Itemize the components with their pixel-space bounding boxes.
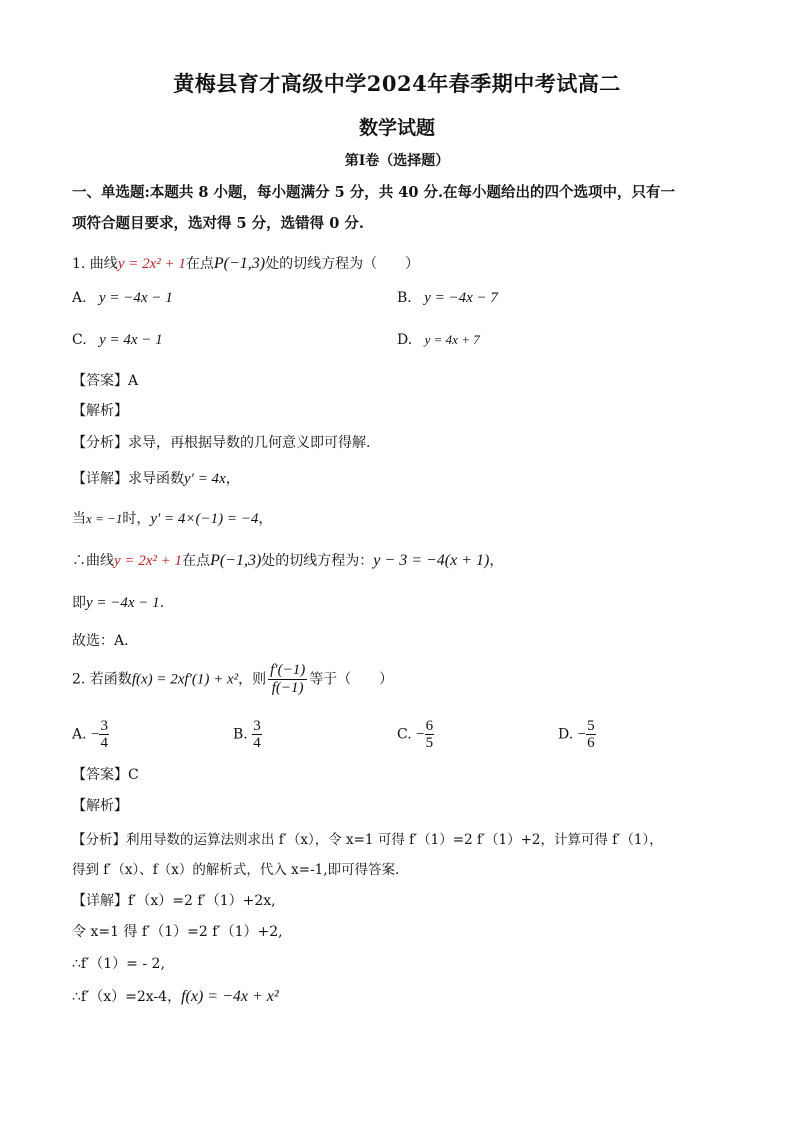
q1-line2-end: ， — [258, 511, 273, 527]
q2-stem-mid: ，则 — [238, 671, 267, 688]
page-subtitle: 数学试题 — [358, 117, 435, 139]
q2-option-d-frac — [586, 718, 596, 751]
q1-line2-math: y′ = 4×(−1) = −4 — [150, 511, 259, 527]
q1-detail-label: 【详解】 — [72, 471, 128, 487]
q1-line3-mid: 在点 — [182, 553, 211, 569]
q1-detail-1-math: y′ = 4x — [184, 471, 226, 487]
q2-stem-post: 等于（ ） — [309, 671, 394, 688]
q1-line3-end: ， — [489, 553, 504, 569]
q2-option-c — [397, 718, 434, 751]
q1-detail-1 — [72, 468, 240, 488]
q2-option-d-num: 5 — [587, 718, 595, 734]
q1-stem-mid: 在点 — [185, 256, 214, 272]
q1-option-c-label: C. — [72, 332, 87, 348]
q2-answer-label: 【答案】 — [72, 767, 128, 783]
q1-option-b — [397, 290, 498, 307]
q2-option-c-label: C. — [397, 726, 412, 743]
q2-analysis-heading: 【解析】 — [72, 798, 128, 814]
q1-fenxi-label: 【分析】 — [72, 435, 128, 451]
q1-stem-pre: 1. 曲线 — [72, 256, 118, 272]
q1-option-d-label: D. — [397, 332, 413, 348]
q2-option-d-sign: − — [577, 726, 587, 743]
q2-detail-3: ∴f′（1）= - 2, — [72, 956, 165, 972]
q1-option-b-value: y = −4x − 7 — [424, 290, 498, 306]
q1-line3-pre: ∴曲线 — [72, 553, 114, 569]
q1-option-d — [397, 332, 480, 348]
q2-fenxi-1 — [72, 828, 663, 848]
q1-line3-math: y − 3 = −4(x + 1) — [373, 552, 490, 569]
q2-option-b-label: B. — [233, 726, 248, 743]
q2-option-c-frac — [425, 718, 435, 751]
q2-option-c-num: 6 — [425, 718, 434, 734]
q2-fenxi-label: 【分析】 — [72, 832, 126, 848]
q2-detail-2: 令 x=1 得 f′（1）=2 f′（1）+2, — [72, 924, 283, 940]
q2-option-a-label: A. — [72, 726, 87, 743]
q1-answer-label: 【答案】 — [72, 373, 128, 389]
volume-heading: 第I卷（选择题） — [344, 153, 450, 169]
q2-option-a-frac — [99, 718, 109, 751]
q1-line2-cond: x = −1 — [86, 511, 123, 526]
q2-fenxi-1-text: 利用导数的运算法则求出 f′（x），令 x=1 可得 f′（1）=2 f′（1）+2，计算可得 f′（1）， — [126, 832, 663, 848]
q2-answer-value: C — [128, 767, 139, 783]
q1-detail-1-end: ， — [225, 471, 240, 487]
q1-detail-4 — [72, 592, 164, 612]
q1-line2-mid: 时， — [122, 511, 151, 527]
q1-option-a-label: A. — [72, 290, 87, 306]
q2-option-b-num: 3 — [253, 718, 261, 734]
question-1-stem — [72, 253, 419, 273]
q2-option-a-den: 4 — [100, 735, 108, 751]
q1-detail-3 — [72, 550, 503, 570]
q2-option-d-den: 6 — [587, 735, 595, 751]
q1-point: P(−1,3) — [213, 255, 266, 272]
q1-line3-curve: y = 2x² + 1 — [114, 553, 183, 569]
q2-option-d — [558, 718, 596, 751]
q2-fraction-den: f(−1) — [271, 680, 304, 696]
q1-line4-math: y = −4x − 1 — [86, 595, 160, 611]
q2-fraction — [268, 662, 307, 697]
q2-stem-pre: 2. 若函数 — [72, 671, 132, 688]
q2-detail-4-pre: ∴f′（x）=2x-4， — [72, 989, 182, 1005]
q2-option-b — [233, 718, 262, 751]
q1-line4-pre: 即 — [72, 595, 86, 611]
q1-answer — [72, 370, 138, 390]
q2-option-a-sign: − — [91, 726, 100, 743]
q1-option-b-label: B. — [397, 290, 412, 306]
q1-option-c — [72, 332, 163, 349]
q1-choose: 故选：A. — [72, 633, 129, 649]
q1-line3-mid2: 处的切线方程为： — [261, 553, 374, 569]
q2-option-c-sign: − — [416, 726, 425, 743]
q2-detail-1-text: f′（x）=2 f′（1）+2x, — [128, 893, 276, 909]
q1-answer-value: A — [128, 373, 139, 389]
q2-option-a — [72, 718, 109, 751]
q2-fenxi-2: 得到 f′（x）、f（x）的解析式，代入 x=-1,即可得答案. — [72, 862, 400, 878]
q1-option-a-value: y = −4x − 1 — [99, 290, 173, 306]
q1-option-a — [72, 290, 173, 307]
question-2-stem — [72, 662, 393, 697]
q2-option-b-frac — [252, 718, 262, 751]
q1-detail-1-text: 求导函数 — [128, 471, 184, 487]
q1-fenxi-text: 求导，再根据导数的几何意义即可得解. — [128, 435, 371, 451]
q2-detail-4-math: f(x) = −4x + x² — [181, 988, 279, 1005]
q1-curve: y = 2x² + 1 — [117, 256, 186, 272]
q2-option-c-den: 5 — [425, 735, 434, 751]
q1-line4-end: . — [159, 595, 165, 611]
q2-option-a-num: 3 — [100, 718, 108, 734]
q1-fenxi — [72, 432, 370, 452]
q2-fraction-num: f′(−1) — [270, 662, 306, 678]
q1-analysis-heading: 【解析】 — [72, 403, 128, 419]
section-instructions-line2: 项符合题目要求，选对得 5 分，选错得 0 分. — [72, 215, 364, 232]
section-instructions-line1: 一、单选题:本题共 8 小题，每小题满分 5 分，共 40 分.在每小题给出的四个选项中，只有一 — [72, 184, 676, 201]
q1-stem-post: 处的切线方程为（ ） — [265, 256, 420, 272]
q2-option-b-den: 4 — [253, 735, 261, 751]
q1-option-d-value: y = 4x + 7 — [424, 332, 480, 347]
page-title: 黄梅县育才高级中学2024年春季期中考试高二 — [173, 71, 621, 96]
q1-option-c-value: y = 4x − 1 — [99, 332, 163, 348]
q2-detail-label: 【详解】 — [72, 893, 128, 909]
q2-answer — [72, 764, 139, 784]
q2-detail-1 — [72, 890, 276, 910]
q1-line2-pre: 当 — [72, 511, 86, 527]
q2-func: f(x) = 2xf′(1) + x² — [131, 671, 239, 688]
q1-detail-2 — [72, 508, 272, 528]
q2-detail-4 — [72, 986, 279, 1006]
q1-line3-point: P(−1,3) — [210, 552, 262, 569]
q2-option-d-label: D. — [558, 726, 574, 743]
